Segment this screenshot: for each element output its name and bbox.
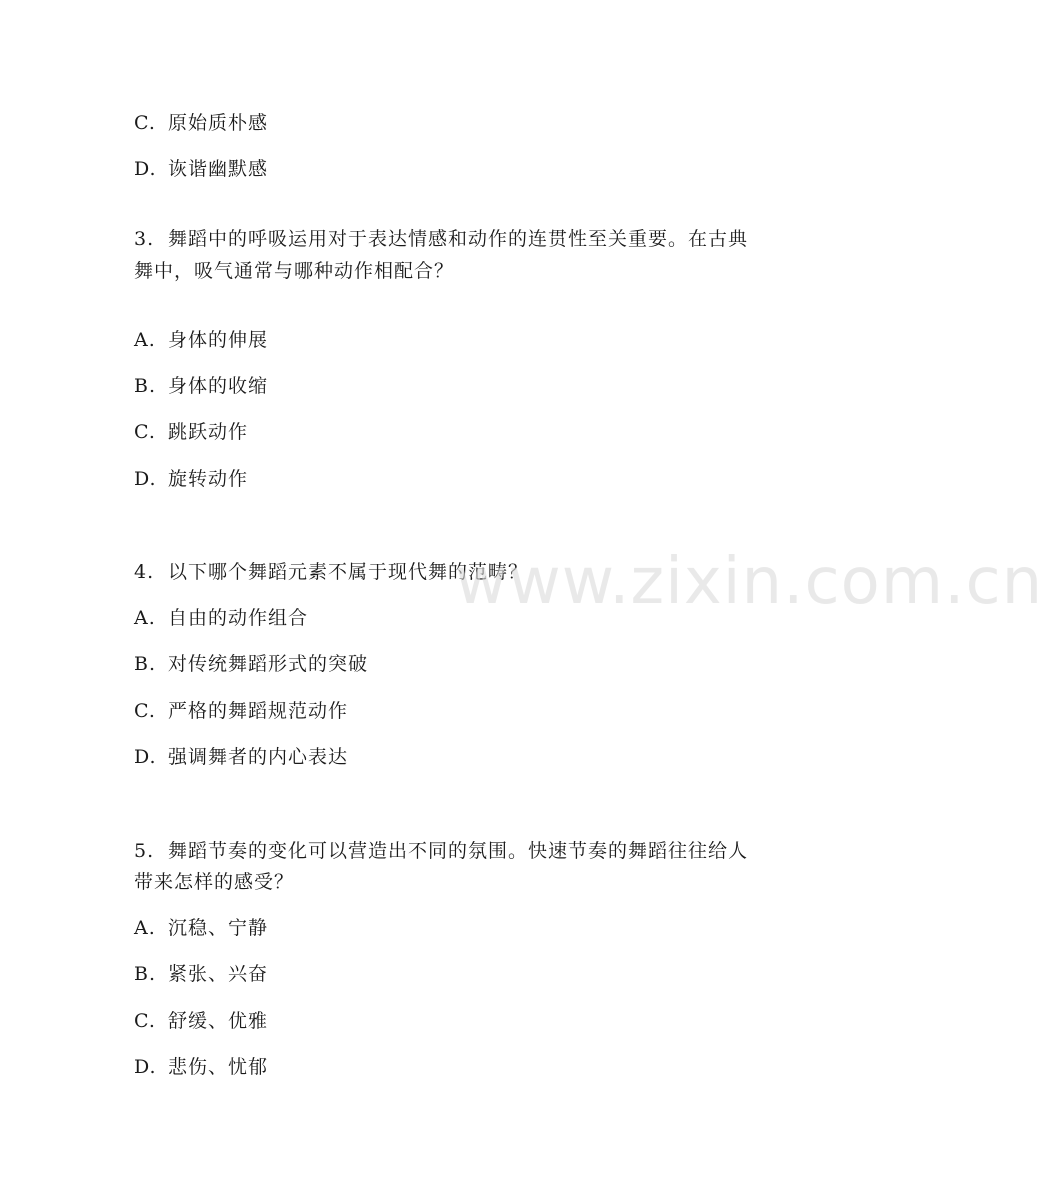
option-b bbox=[134, 959, 268, 989]
option-letter: C. bbox=[134, 421, 156, 443]
question-text-continued: 舞中，吸气通常与哪种动作相配合？ bbox=[134, 260, 455, 282]
option-d bbox=[134, 464, 248, 494]
option-d bbox=[134, 154, 268, 184]
option-text: 强调舞者的内心表达 bbox=[168, 746, 349, 768]
option-c bbox=[134, 417, 248, 447]
option-letter: B. bbox=[134, 375, 157, 397]
option-letter: D. bbox=[134, 746, 157, 768]
option-letter: C. bbox=[134, 112, 156, 134]
question-3-line-2 bbox=[134, 256, 454, 286]
option-letter: D. bbox=[134, 158, 157, 180]
option-letter: D. bbox=[134, 468, 157, 490]
option-letter: A. bbox=[134, 329, 156, 351]
option-text: 诙谐幽默感 bbox=[168, 158, 269, 180]
option-text: 原始质朴感 bbox=[168, 112, 269, 134]
question-text-continued: 带来怎样的感受？ bbox=[134, 871, 295, 893]
option-a bbox=[134, 603, 308, 633]
option-letter: B. bbox=[134, 653, 157, 675]
option-text: 身体的收缩 bbox=[168, 375, 269, 397]
option-c bbox=[134, 108, 268, 138]
option-text: 对传统舞蹈形式的突破 bbox=[168, 653, 369, 675]
question-5-line-1 bbox=[134, 836, 748, 866]
option-d bbox=[134, 1052, 268, 1082]
option-d bbox=[134, 742, 348, 772]
option-a bbox=[134, 325, 268, 355]
option-letter: B. bbox=[134, 963, 157, 985]
option-letter: C. bbox=[134, 700, 156, 722]
question-text: 以下哪个舞蹈元素不属于现代舞的范畴？ bbox=[168, 561, 529, 583]
option-letter: A. bbox=[134, 607, 156, 629]
question-3-line-1 bbox=[134, 224, 748, 254]
option-a bbox=[134, 913, 268, 943]
option-text: 自由的动作组合 bbox=[168, 607, 309, 629]
option-text: 悲伤、忧郁 bbox=[168, 1056, 269, 1078]
option-b bbox=[134, 649, 368, 679]
question-number: 3. bbox=[134, 228, 155, 250]
option-text: 旋转动作 bbox=[168, 468, 249, 490]
option-letter: A. bbox=[134, 917, 156, 939]
option-text: 严格的舞蹈规范动作 bbox=[168, 700, 349, 722]
question-number: 4. bbox=[134, 561, 155, 583]
option-c bbox=[134, 1006, 268, 1036]
question-text: 舞蹈节奏的变化可以营造出不同的氛围。快速节奏的舞蹈往往给人 bbox=[168, 840, 749, 862]
question-5-line-2 bbox=[134, 867, 294, 897]
option-letter: C. bbox=[134, 1010, 156, 1032]
question-text: 舞蹈中的呼吸运用对于表达情感和动作的连贯性至关重要。在古典 bbox=[168, 228, 749, 250]
option-letter: D. bbox=[134, 1056, 157, 1078]
option-text: 舒缓、优雅 bbox=[168, 1010, 269, 1032]
option-text: 身体的伸展 bbox=[168, 329, 269, 351]
option-text: 紧张、兴奋 bbox=[168, 963, 269, 985]
option-text: 沉稳、宁静 bbox=[168, 917, 269, 939]
question-number: 5. bbox=[134, 840, 155, 862]
option-text: 跳跃动作 bbox=[168, 421, 249, 443]
option-c bbox=[134, 696, 348, 726]
option-b bbox=[134, 371, 268, 401]
watermark: www.zixin.com.cn bbox=[455, 545, 1043, 619]
